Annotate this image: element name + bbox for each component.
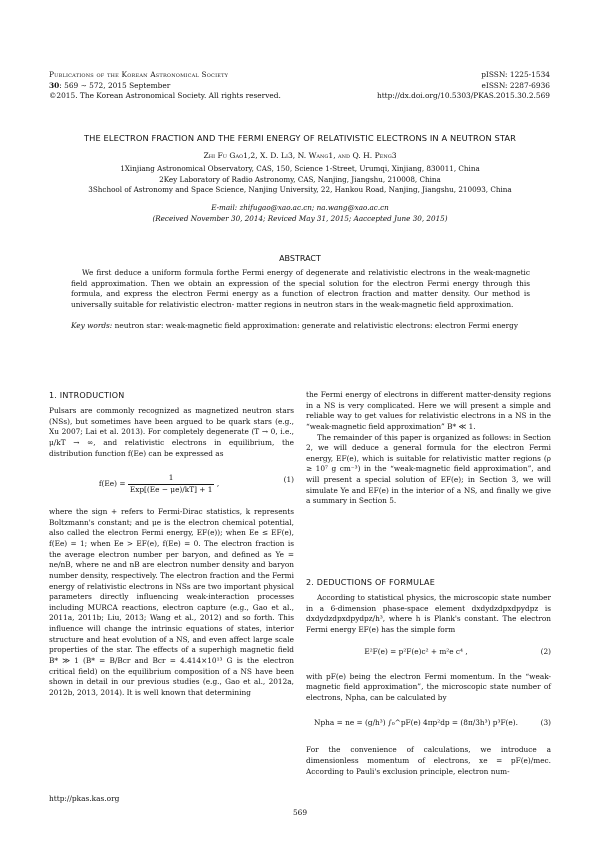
doi-link[interactable]: http://dx.doi.org/10.5303/PKAS.2015.30.2.569 (376, 91, 550, 100)
pissn: pISSN: 1225-1534 (481, 70, 550, 79)
abstract-text: We first deduce a uniform formula forthe Fermi energy of degenerate and relativistic electrons in the weak-magnetic field approximation. Then we obtain an expression of the special solution for the electron Fermi energy through this formula, and express the electron Fermi energy as a function of electron fraction and matter density. Our method is universally suitable for relativistic electron- matter regions in neutron stars in the weak-magnetic field approximation. (71, 268, 530, 309)
issn-header (377, 70, 550, 102)
affiliation-3: 3Shchool of Astronomy and Space Science, Nanjing University, 22, Hankou Road, Nanjing, Jiangshu, 210093, China (88, 185, 512, 195)
paper-title: THE ELECTRON FRACTION AND THE FERMI ENERGY OF RELATIVISTIC ELECTRONS IN A NEUTRON STAR (83, 133, 517, 143)
intro-paragraph-2: where the sign + refers to Fermi-Dirac statistics, k represents Boltzmann's constant; and μe is the electron chemical potential, also called the electron Fermi energy, EF(e)); when Ee ≤ EF(e), f(Ee) = 1; when Ee > EF(e), f(Ee) = 0. The electron fraction is the average electron number per baryon, and defined as Ye = ne/nB, where ne and nB are electron number density and baryon number density, respectively. The electron fraction and the Fermi energy of relativistic electrons in NSs are two important physical parameters directly influencing weak-interaction processes including MURCA reactions, electron capture (e.g., Gao et al., 2011a, 2011b; Liu, 2013; Wang et al., 2012) and so forth. This influence will change the intrinsic equations of states, interior structure and heat evolution of a NS, and even affect large scale properties of the star. The effects of a superhigh magnetic field B* ≫ 1 (B* = B/Bcr and Bcr = 4.414×10¹³ G is the electron critical field) on the equilibrium composition of a NS have been shown in detail in our previous studies (e.g., Gao et al., 2012a, 2012b, 2013, 2014). It is well known that determining (49, 507, 294, 697)
right-column-section-2 (306, 593, 551, 777)
intro-paragraph-1: Pulsars are commonly recognized as magnetized neutron stars (NSs), but sometimes have been argued to be quark stars (e.g., Xu 2007; Lai et al. 2013). For completely degenerate (T → 0, i.e., μ/kT → ∞, and relativistic electrons in equilibrium, the distribution function f(Ee) can be expressed as (49, 406, 294, 458)
intro-paragraph-3: the Fermi energy of electrons in different matter-density regions in a NS is very complicated. Here we will present a simple and reliable way to get values for relativistic electrons in a NS in the “weak-magnetic field approximation” B* ≪ 1. (306, 390, 551, 431)
journal-header (49, 70, 281, 102)
page-number: 569 (292, 808, 308, 817)
keywords-line (71, 321, 530, 332)
eq1-fraction (128, 473, 215, 495)
eissn: eISSN: 2287-6936 (481, 80, 550, 90)
contact-block (0, 203, 600, 224)
section-heading-introduction: 1. INTRODUCTION (49, 391, 125, 400)
keywords-text: neutron star: weak-magnetic field approximation: generate and relativistic electrons: electron Fermi energy (112, 320, 519, 330)
page-range: : 569 ∼ 572, 2015 September (59, 80, 171, 90)
volume-line (49, 81, 281, 92)
equation-3 (306, 709, 551, 739)
section-heading-deductions: 2. DEDUCTIONS OF FORMULAE (306, 578, 435, 587)
equation-2 (306, 642, 551, 666)
journal-name: Publications of the Korean Astronomical Society (49, 70, 229, 79)
volume-number: 30 (49, 80, 60, 90)
eq1-lhs: f(Ee) = (98, 479, 126, 489)
affiliation-2: 2Key Laboratory of Radio Astronomy, CAS, Nanjing, Jiangshu, 210008, China (159, 174, 441, 184)
eq3-body: Npha = ne = (g/h³) ∫₀^pF(e) 4πp²dp = (8π/3h³) p³F(e). (314, 718, 518, 728)
eq1-tag: (1) (283, 475, 294, 485)
abstract-heading: ABSTRACT (279, 254, 321, 263)
deductions-paragraph-1: According to statistical physics, the microscopic state number in a 6-dimension phase-space element dxdydzdpxdpydpz is dxdydzdpxdpydpz/h³, where h is Plank's constant. The electron Fermi energy EF(e) has the simple form (306, 593, 551, 634)
eq2-body: E²F(e) = p²F(e)c² + m²e c⁴ , (364, 646, 468, 656)
left-column (49, 406, 294, 698)
eq2-tag: (2) (540, 646, 551, 656)
eq1-denominator: Exp[(Ee − μe)/kT] + 1 (129, 484, 213, 494)
eq1-numerator: 1 (128, 473, 215, 485)
affiliations (0, 164, 600, 196)
author-list: Zhi Fu Gao1,2, X. D. Li3, N. Wang1, and Q. H. Peng3 (203, 151, 397, 160)
intro-paragraph-4: The remainder of this paper is organized as follows: in Section 2, we will deduce a general formula for the electron Fermi energy, EF(e), which is suitable for relativistic matter regions (ρ ≥ 10⁷ g cm⁻³) in the “weak-magnetic field approximation”, and will present a special solution of EF(e); in Section 3, we will simulate Ye and EF(e) in the interior of a NS, and finally we give a summary in Section 5. (306, 432, 551, 506)
footer-url[interactable]: http://pkas.kas.org (49, 794, 120, 803)
eq3-tag: (3) (540, 718, 551, 728)
deductions-paragraph-2: with pF(e) being the electron Fermi momentum. In the “weak-magnetic field approximation”, the microscopic state number of electrons, Npha, can be calculated by (306, 671, 551, 702)
affiliation-1: 1Xinjiang Astronomical Observatory, CAS, 150, Science 1-Street, Urumqi, Xinjiang, 830011, China (120, 164, 480, 173)
equation-1: f(Ee) = $\frac{1}{\text{Exp[(Ee − μe)/kT] + 1}}$ , (1) (98, 473, 294, 494)
deductions-paragraph-3: For the convenience of calculations, we introduce a dimensionless momentum of electrons, xe = pF(e)/mec. According to Pauli's exclusion principle, electron num- (306, 745, 551, 776)
right-column (306, 390, 551, 507)
copyright-line: ©2015. The Korean Astronomical Society. All rights reserved. (49, 91, 281, 100)
keywords-label: Key words: (71, 320, 113, 330)
received-dates: (Received November 30, 2014; Reviced May 31, 2015; Aaccepted June 30, 2015) (152, 213, 448, 223)
abstract-block (71, 268, 530, 331)
email-line[interactable]: E-mail: zhifugao@xao.ac.cn; na.wang@xao.ac.cn (211, 203, 389, 212)
